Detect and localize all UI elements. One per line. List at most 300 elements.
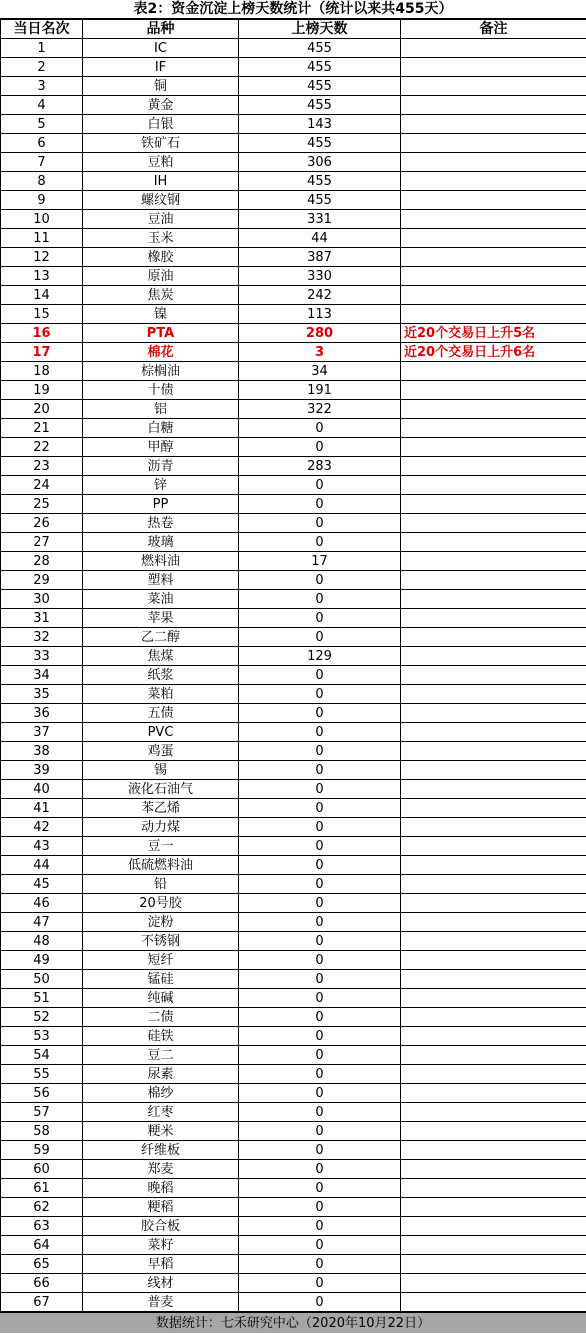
rank-cell: 32 (1, 628, 83, 647)
table-row (1, 666, 586, 685)
table-row (1, 153, 586, 172)
rank-cell: 45 (1, 875, 83, 894)
days-cell: 0 (239, 514, 401, 533)
name-cell: PVC (83, 723, 239, 742)
rank-cell: 13 (1, 267, 83, 286)
note-cell (401, 590, 586, 609)
name-cell: IF (83, 58, 239, 77)
days-cell: 0 (239, 723, 401, 742)
rank-cell: 21 (1, 419, 83, 438)
table-row (1, 1179, 586, 1198)
table-row (1, 913, 586, 932)
table-row (1, 191, 586, 210)
note-cell (401, 248, 586, 267)
table-row (1, 875, 586, 894)
name-cell: 焦煤 (83, 647, 239, 666)
name-cell: 菜油 (83, 590, 239, 609)
name-cell: 早稻 (83, 1255, 239, 1274)
table-row (1, 1103, 586, 1122)
days-cell: 306 (239, 153, 401, 172)
table-row (1, 457, 586, 476)
days-cell: 0 (239, 1255, 401, 1274)
note-cell: 近20个交易日上升5名 (401, 324, 586, 343)
note-cell (401, 305, 586, 324)
rank-cell: 4 (1, 96, 83, 115)
table-row (1, 172, 586, 191)
name-cell: 硅铁 (83, 1027, 239, 1046)
days-cell: 0 (239, 590, 401, 609)
header-row (1, 20, 586, 39)
rank-cell: 15 (1, 305, 83, 324)
table-row (1, 894, 586, 913)
note-cell (401, 476, 586, 495)
name-cell: 线材 (83, 1274, 239, 1293)
days-cell: 113 (239, 305, 401, 324)
name-cell: 郑麦 (83, 1160, 239, 1179)
days-cell: 44 (239, 229, 401, 248)
days-cell: 0 (239, 913, 401, 932)
name-cell: 铅 (83, 875, 239, 894)
days-cell: 0 (239, 1103, 401, 1122)
table-row (1, 400, 586, 419)
days-cell: 0 (239, 1046, 401, 1065)
table-row (1, 1274, 586, 1293)
rank-cell: 24 (1, 476, 83, 495)
name-cell: 纸浆 (83, 666, 239, 685)
days-cell: 0 (239, 799, 401, 818)
rank-cell: 50 (1, 970, 83, 989)
name-cell: 燃料油 (83, 552, 239, 571)
note-cell (401, 1160, 586, 1179)
note-cell (401, 1027, 586, 1046)
table-row (1, 951, 586, 970)
rank-cell: 34 (1, 666, 83, 685)
table-row (1, 381, 586, 400)
days-cell: 242 (239, 286, 401, 305)
rank-cell: 30 (1, 590, 83, 609)
days-cell: 0 (239, 1274, 401, 1293)
rank-cell: 7 (1, 153, 83, 172)
table-row (1, 58, 586, 77)
days-cell: 0 (239, 1160, 401, 1179)
days-cell: 0 (239, 970, 401, 989)
table-row (1, 229, 586, 248)
rank-cell: 42 (1, 818, 83, 837)
note-cell (401, 913, 586, 932)
days-cell: 0 (239, 628, 401, 647)
table-row (1, 761, 586, 780)
rank-cell: 67 (1, 1293, 83, 1312)
days-cell: 455 (239, 96, 401, 115)
rank-cell: 12 (1, 248, 83, 267)
name-cell: 乙二醇 (83, 628, 239, 647)
note-cell (401, 153, 586, 172)
note-cell (401, 438, 586, 457)
note-cell (401, 989, 586, 1008)
days-cell: 129 (239, 647, 401, 666)
rank-cell: 52 (1, 1008, 83, 1027)
rank-cell: 11 (1, 229, 83, 248)
name-cell: 原油 (83, 267, 239, 286)
name-cell: 豆一 (83, 837, 239, 856)
table-row (1, 1217, 586, 1236)
rank-cell: 53 (1, 1027, 83, 1046)
table-row (1, 685, 586, 704)
days-cell: 0 (239, 1065, 401, 1084)
name-cell: 胶合板 (83, 1217, 239, 1236)
note-cell (401, 1217, 586, 1236)
days-cell: 0 (239, 419, 401, 438)
note-cell (401, 704, 586, 723)
rank-cell: 38 (1, 742, 83, 761)
rank-cell: 29 (1, 571, 83, 590)
rank-cell: 18 (1, 362, 83, 381)
rank-cell: 65 (1, 1255, 83, 1274)
note-cell (401, 210, 586, 229)
rank-cell: 27 (1, 533, 83, 552)
days-cell: 0 (239, 894, 401, 913)
days-cell: 0 (239, 704, 401, 723)
table-title: 表2：资金沉淀上榜天数统计（统计以来共455天） (0, 0, 586, 19)
rank-cell: 25 (1, 495, 83, 514)
table-row (1, 970, 586, 989)
table-row (1, 1046, 586, 1065)
rank-cell: 37 (1, 723, 83, 742)
name-cell: 纯碱 (83, 989, 239, 1008)
name-cell: 白银 (83, 115, 239, 134)
name-cell: 塑料 (83, 571, 239, 590)
days-cell: 0 (239, 1122, 401, 1141)
name-cell: 纤维板 (83, 1141, 239, 1160)
rank-cell: 28 (1, 552, 83, 571)
note-cell: 近20个交易日上升6名 (401, 343, 586, 362)
note-cell (401, 1293, 586, 1312)
note-cell (401, 172, 586, 191)
rank-cell: 55 (1, 1065, 83, 1084)
days-cell: 387 (239, 248, 401, 267)
name-cell: 豆粕 (83, 153, 239, 172)
header-rank: 当日名次 (1, 20, 83, 39)
note-cell (401, 761, 586, 780)
rank-cell: 2 (1, 58, 83, 77)
table-row (1, 495, 586, 514)
rank-cell: 62 (1, 1198, 83, 1217)
note-cell (401, 115, 586, 134)
name-cell: 白糖 (83, 419, 239, 438)
days-cell: 0 (239, 837, 401, 856)
table-row (1, 305, 586, 324)
note-cell (401, 229, 586, 248)
name-cell: 普麦 (83, 1293, 239, 1312)
note-cell (401, 970, 586, 989)
rank-cell: 8 (1, 172, 83, 191)
rank-cell: 51 (1, 989, 83, 1008)
days-cell: 0 (239, 1141, 401, 1160)
table-row (1, 1293, 586, 1312)
footer-note: 数据统计：七禾研究中心（2020年10月22日） (0, 1312, 586, 1333)
name-cell: 低硫燃料油 (83, 856, 239, 875)
table-row (1, 1255, 586, 1274)
table-row (1, 343, 586, 362)
note-cell (401, 1065, 586, 1084)
name-cell: PP (83, 495, 239, 514)
days-cell: 0 (239, 1027, 401, 1046)
name-cell: 苹果 (83, 609, 239, 628)
table-row (1, 609, 586, 628)
rank-cell: 54 (1, 1046, 83, 1065)
table-row (1, 552, 586, 571)
table-row (1, 362, 586, 381)
name-cell: IH (83, 172, 239, 191)
rank-cell: 46 (1, 894, 83, 913)
note-cell (401, 1179, 586, 1198)
note-cell (401, 894, 586, 913)
days-cell: 0 (239, 609, 401, 628)
name-cell: 不锈钢 (83, 932, 239, 951)
rank-cell: 60 (1, 1160, 83, 1179)
name-cell: 锌 (83, 476, 239, 495)
note-cell (401, 951, 586, 970)
table-row (1, 818, 586, 837)
rank-cell: 59 (1, 1141, 83, 1160)
note-cell (401, 1255, 586, 1274)
table-row (1, 248, 586, 267)
days-cell: 0 (239, 856, 401, 875)
table-row (1, 115, 586, 134)
rank-cell: 58 (1, 1122, 83, 1141)
name-cell: 粳稻 (83, 1198, 239, 1217)
days-cell: 0 (239, 476, 401, 495)
days-cell: 455 (239, 191, 401, 210)
table-row (1, 1236, 586, 1255)
note-cell (401, 1141, 586, 1160)
rank-cell: 17 (1, 343, 83, 362)
name-cell: 热卷 (83, 514, 239, 533)
table-row (1, 1198, 586, 1217)
days-cell: 455 (239, 77, 401, 96)
rank-cell: 61 (1, 1179, 83, 1198)
name-cell: 棕榈油 (83, 362, 239, 381)
rank-cell: 33 (1, 647, 83, 666)
ranking-table (0, 19, 586, 1312)
name-cell: 沥青 (83, 457, 239, 476)
name-cell: 20号胶 (83, 894, 239, 913)
note-cell (401, 875, 586, 894)
days-cell: 455 (239, 134, 401, 153)
note-cell (401, 191, 586, 210)
days-cell: 0 (239, 666, 401, 685)
note-cell (401, 39, 586, 58)
note-cell (401, 932, 586, 951)
note-cell (401, 77, 586, 96)
table-row (1, 647, 586, 666)
note-cell (401, 381, 586, 400)
days-cell: 0 (239, 742, 401, 761)
name-cell: PTA (83, 324, 239, 343)
rank-cell: 64 (1, 1236, 83, 1255)
rank-cell: 56 (1, 1084, 83, 1103)
note-cell (401, 1103, 586, 1122)
name-cell: 铜 (83, 77, 239, 96)
days-cell: 0 (239, 875, 401, 894)
days-cell: 191 (239, 381, 401, 400)
days-cell: 0 (239, 571, 401, 590)
days-cell: 455 (239, 58, 401, 77)
name-cell: 螺纹钢 (83, 191, 239, 210)
table-row (1, 1084, 586, 1103)
note-cell (401, 571, 586, 590)
rank-cell: 6 (1, 134, 83, 153)
rank-cell: 35 (1, 685, 83, 704)
table-row (1, 1008, 586, 1027)
note-cell (401, 400, 586, 419)
rank-cell: 66 (1, 1274, 83, 1293)
note-cell (401, 495, 586, 514)
rank-cell: 31 (1, 609, 83, 628)
rank-cell: 9 (1, 191, 83, 210)
rank-cell: 40 (1, 780, 83, 799)
rank-cell: 1 (1, 39, 83, 58)
note-cell (401, 457, 586, 476)
note-cell (401, 1046, 586, 1065)
name-cell: 二债 (83, 1008, 239, 1027)
note-cell (401, 742, 586, 761)
note-cell (401, 837, 586, 856)
header-name: 品种 (83, 20, 239, 39)
name-cell: 短纤 (83, 951, 239, 970)
rank-cell: 44 (1, 856, 83, 875)
note-cell (401, 267, 586, 286)
table-row (1, 571, 586, 590)
days-cell: 322 (239, 400, 401, 419)
days-cell: 0 (239, 1084, 401, 1103)
days-cell: 0 (239, 438, 401, 457)
name-cell: 豆二 (83, 1046, 239, 1065)
name-cell: 锰硅 (83, 970, 239, 989)
note-cell (401, 1084, 586, 1103)
note-cell (401, 362, 586, 381)
name-cell: 棉花 (83, 343, 239, 362)
name-cell: 晚稻 (83, 1179, 239, 1198)
note-cell (401, 856, 586, 875)
rank-cell: 20 (1, 400, 83, 419)
rank-cell: 41 (1, 799, 83, 818)
days-cell: 0 (239, 951, 401, 970)
table-body (1, 39, 586, 1312)
table-row (1, 723, 586, 742)
days-cell: 0 (239, 1236, 401, 1255)
note-cell (401, 1198, 586, 1217)
note-cell (401, 552, 586, 571)
note-cell (401, 1274, 586, 1293)
table-row (1, 856, 586, 875)
table-row (1, 267, 586, 286)
name-cell: 铁矿石 (83, 134, 239, 153)
table-row (1, 77, 586, 96)
note-cell (401, 666, 586, 685)
rank-cell: 10 (1, 210, 83, 229)
name-cell: 镍 (83, 305, 239, 324)
name-cell: 菜籽 (83, 1236, 239, 1255)
note-cell (401, 134, 586, 153)
name-cell: 棉纱 (83, 1084, 239, 1103)
table-row (1, 1065, 586, 1084)
table-row (1, 419, 586, 438)
rank-cell: 43 (1, 837, 83, 856)
days-cell: 17 (239, 552, 401, 571)
rank-cell: 23 (1, 457, 83, 476)
name-cell: 五债 (83, 704, 239, 723)
name-cell: 铝 (83, 400, 239, 419)
table-row (1, 134, 586, 153)
name-cell: 尿素 (83, 1065, 239, 1084)
note-cell (401, 723, 586, 742)
table-row (1, 799, 586, 818)
days-cell: 330 (239, 267, 401, 286)
note-cell (401, 647, 586, 666)
name-cell: 粳米 (83, 1122, 239, 1141)
days-cell: 331 (239, 210, 401, 229)
rank-cell: 16 (1, 324, 83, 343)
name-cell: 玻璃 (83, 533, 239, 552)
table-row (1, 96, 586, 115)
table-row (1, 628, 586, 647)
note-cell (401, 419, 586, 438)
table-row (1, 533, 586, 552)
name-cell: IC (83, 39, 239, 58)
rank-cell: 22 (1, 438, 83, 457)
rank-cell: 3 (1, 77, 83, 96)
note-cell (401, 685, 586, 704)
rank-cell: 48 (1, 932, 83, 951)
name-cell: 十债 (83, 381, 239, 400)
days-cell: 0 (239, 685, 401, 704)
table-row (1, 989, 586, 1008)
days-cell: 0 (239, 761, 401, 780)
table-row (1, 1122, 586, 1141)
table-row (1, 1027, 586, 1046)
table-row (1, 932, 586, 951)
rank-cell: 63 (1, 1217, 83, 1236)
name-cell: 橡胶 (83, 248, 239, 267)
days-cell: 0 (239, 533, 401, 552)
name-cell: 菜粕 (83, 685, 239, 704)
table-row (1, 210, 586, 229)
days-cell: 283 (239, 457, 401, 476)
note-cell (401, 799, 586, 818)
table-row (1, 704, 586, 723)
days-cell: 280 (239, 324, 401, 343)
days-cell: 3 (239, 343, 401, 362)
name-cell: 豆油 (83, 210, 239, 229)
rank-cell: 49 (1, 951, 83, 970)
name-cell: 鸡蛋 (83, 742, 239, 761)
note-cell (401, 1236, 586, 1255)
rank-cell: 47 (1, 913, 83, 932)
days-cell: 0 (239, 932, 401, 951)
rank-cell: 5 (1, 115, 83, 134)
days-cell: 0 (239, 989, 401, 1008)
days-cell: 0 (239, 1179, 401, 1198)
rank-cell: 26 (1, 514, 83, 533)
note-cell (401, 628, 586, 647)
note-cell (401, 609, 586, 628)
note-cell (401, 58, 586, 77)
table-row (1, 476, 586, 495)
name-cell: 液化石油气 (83, 780, 239, 799)
days-cell: 0 (239, 780, 401, 799)
table-row (1, 1141, 586, 1160)
